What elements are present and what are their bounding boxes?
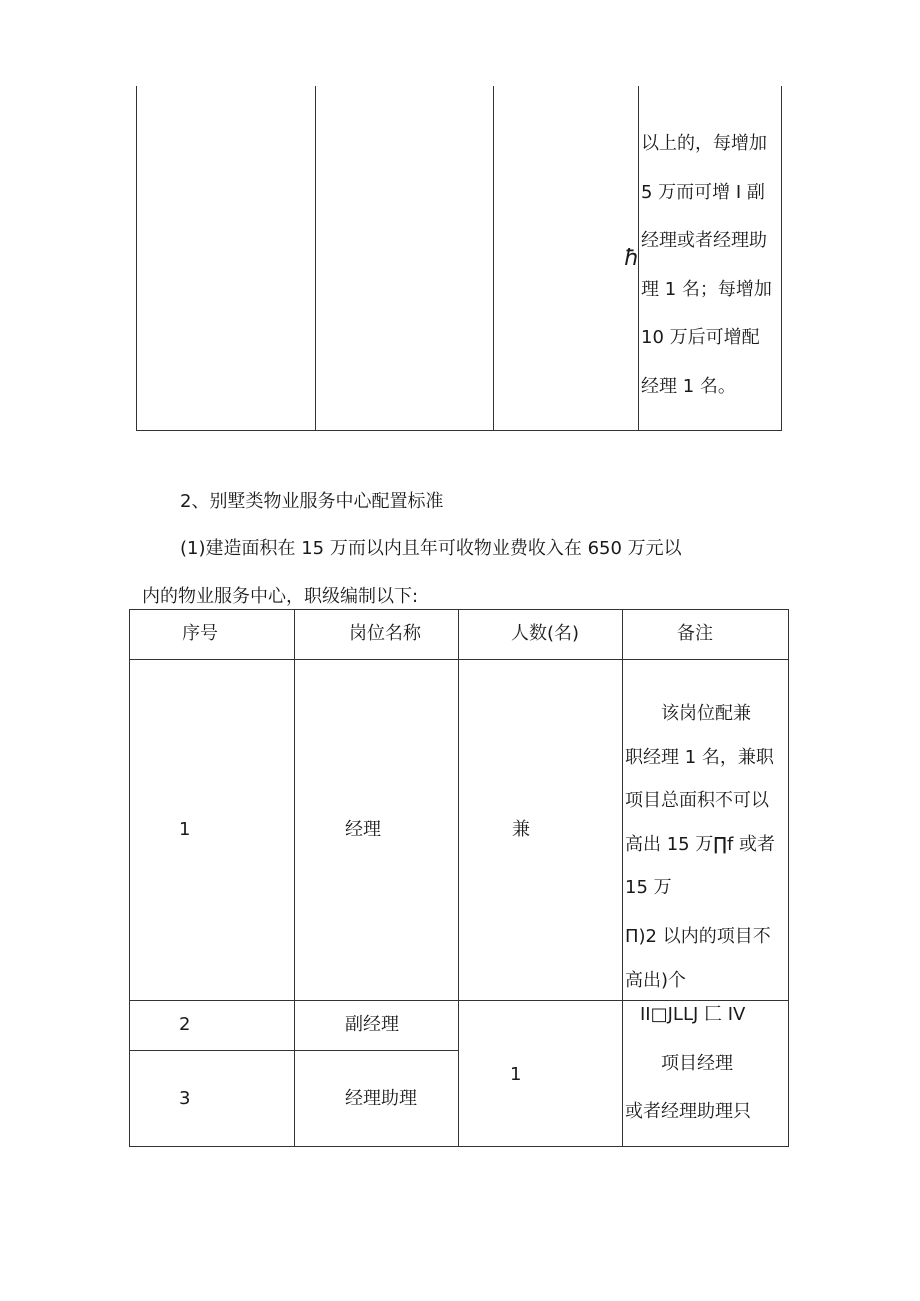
top-table-glyph: ħ xyxy=(624,246,640,271)
table-cell-note-line: 高出 15 万∏f 或者 xyxy=(625,833,776,855)
table-header-position: 岗位名称 xyxy=(349,623,421,644)
top-table-border xyxy=(315,86,316,431)
table-border xyxy=(129,1000,789,1001)
table-cell-count: 兼 xyxy=(512,819,530,840)
table-cell-note-line: 该岗位配兼 xyxy=(625,703,751,724)
table-cell-note-line: II□JLLJ 匚 IV xyxy=(640,1004,746,1025)
table-cell-position: 副经理 xyxy=(345,1014,399,1035)
table-border xyxy=(458,609,459,1147)
table-border xyxy=(129,1146,789,1147)
table-border xyxy=(129,1050,459,1051)
table-cell-note-line: 项目总面积不可以 xyxy=(625,790,769,811)
table-border xyxy=(129,609,789,610)
top-table-note-line: 经理 1 名。 xyxy=(641,375,736,397)
table-border xyxy=(129,609,130,1147)
paragraph-line-2: 内的物业服务中心，职级编制以下: xyxy=(142,586,419,607)
table-header-note: 备注 xyxy=(677,623,713,644)
top-table-border xyxy=(136,430,782,431)
section-heading: 2、别墅类物业服务中心配置标准 xyxy=(180,491,444,512)
table-cell-note-line: 15 万 xyxy=(625,877,672,898)
top-table-border xyxy=(781,86,782,431)
table-cell-position: 经理 xyxy=(345,819,381,840)
table-cell-note-line: 或者经理助理只 xyxy=(625,1101,751,1122)
table-border xyxy=(294,609,295,1147)
table-cell-note-line: Π)2 以内的项目不 xyxy=(625,926,771,947)
table-cell-no: 1 xyxy=(179,819,191,840)
top-table-border xyxy=(493,86,494,431)
table-border xyxy=(788,609,789,1147)
table-cell-no: 3 xyxy=(179,1088,191,1109)
table-cell-position: 经理助理 xyxy=(345,1088,417,1109)
table-cell-note-line: 项目经理 xyxy=(625,1053,733,1074)
table-border xyxy=(622,609,623,1147)
table-header-no: 序号 xyxy=(182,623,218,644)
top-table-note-line: 5 万而可增 I 副 xyxy=(641,181,765,203)
top-table-border xyxy=(136,86,137,431)
top-table-note-line: 经理或者经理助 xyxy=(641,230,767,251)
top-table-note-line: 理 1 名；每增加 xyxy=(641,278,772,300)
top-table-note-line: 以上的，每增加 xyxy=(641,133,767,154)
table-header-count: 人数(名) xyxy=(510,623,580,644)
table-cell-note-line: 高出)个 xyxy=(625,969,687,991)
paragraph-line-1: (1)建造面积在 15 万而以内且年可收物业费收入在 650 万元以 xyxy=(180,538,682,559)
top-table-note-line: 10 万后可增配 xyxy=(641,327,760,348)
table-cell-no: 2 xyxy=(179,1014,191,1035)
table-border xyxy=(129,659,789,660)
table-cell-note-line: 职经理 1 名，兼职 xyxy=(625,746,774,768)
table-cell-count-merged: 1 xyxy=(510,1064,522,1085)
